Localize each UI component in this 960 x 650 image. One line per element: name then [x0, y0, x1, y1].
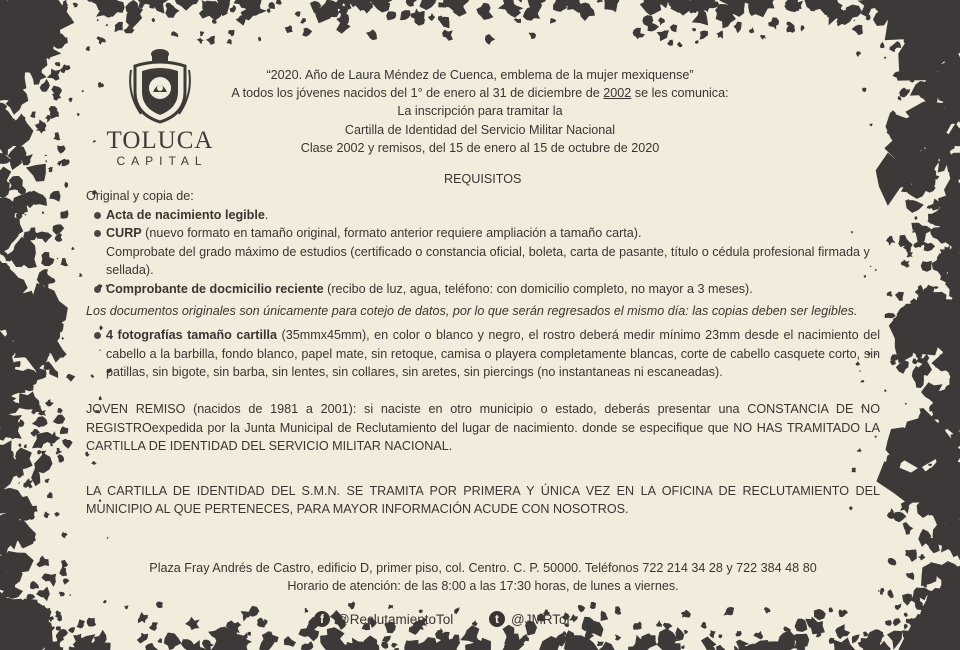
requirement-item	[86, 280, 880, 299]
header-line-2-text: A todos los jóvenes nacidos del 1° de enero al 31 de diciembre de	[231, 86, 604, 101]
header-line-4: Cartilla de Identidad del Servicio Militar Nacional	[344, 122, 616, 137]
requirement-bold: CURP	[106, 226, 142, 241]
originals-note: Los documentos originales son únicamente para cotejo de datos, por lo que serán regresados el mismo día: las copias deben ser legibles.	[86, 303, 858, 318]
requirement-extra: Comprobate del grado máximo de estudios (certificado o constancia oficial, boleta, carta de pasante, título o cédula profesional firmada y sellada).	[106, 244, 870, 278]
contact-info	[86, 559, 880, 596]
header-line-5: Clase 2002 y remisos, del 15 de enero al 15 de octubre de 2020	[300, 140, 660, 155]
facebook-icon: f	[314, 611, 330, 627]
requirement-item	[86, 206, 880, 225]
requirement-bold: Acta de nacimiento legible	[106, 207, 265, 222]
twitter-icon: t	[489, 611, 505, 627]
bullet-icon	[94, 212, 101, 219]
header-year: 2002	[603, 86, 632, 101]
announcement-header	[200, 66, 760, 157]
facebook-handle: @ReclutamientoTol	[336, 611, 454, 627]
twitter-handle: @JMRTol	[511, 611, 570, 627]
cartilla-note: LA CARTILLA DE IDENTIDAD DEL S.M.N. SE TRAMITA POR PRIMERA Y ÚNICA VEZ EN LA OFICINA DE RECLUTAMIENTO DEL MUNICIPIO AL QUE PERTENECES, PARA MAYOR INFORMACIÓN ACUDE CON NOSOTROS.	[86, 483, 880, 517]
remiso-paragraph: JOVEN REMISO (nacidos de 1981 a 2001): si naciste en otro municipio o estado, deberás presentar una CONSTANCIA DE NO REGISTROexpedida por la Junta Municipal de Reclutamiento del lugar de nacimiento. donde se especifique que NO HAS TRAMITADO LA CARTILLA DE IDENTIDAD DEL SERVICIO MILITAR NACIONAL.	[86, 401, 880, 454]
address: Plaza Fray Andrés de Castro, edificio D, primer piso, col. Centro. C. P. 50000. Teléfonos 722 214 34 28 y 722 384 48 80	[149, 561, 817, 575]
requirement-text: (35mmx45mm), en color o blanco y negro, el rostro deberá medir mínimo 23mm desde el nacimiento del cabello a la barbilla, fondo blanco, papel mate, sin retoque, camisa o playera completamente blancas, corte de cabello casquete corto, sin patillas, sin bigote, sin barba, sin lentes, sin collares, sin aretes, sin piercings (no instantaneas ni escaneadas).	[106, 328, 881, 380]
requirements-intro: Original y copia de:	[86, 189, 194, 203]
logo-subtitle: CAPITAL	[116, 154, 208, 168]
requirement-text: (recibo de luz, agua, teléfono: con domicilio completo, no mayor a 3 meses).	[323, 281, 753, 296]
header-line-3: La inscripción para tramitar la	[397, 104, 563, 119]
requirement-item	[86, 224, 880, 243]
bullet-icon	[94, 230, 101, 237]
header-line-2	[200, 84, 760, 102]
facebook-link[interactable]	[314, 611, 453, 627]
bullet-icon	[94, 286, 101, 293]
header-line-2-end: se les comunica:	[631, 86, 729, 101]
requirement-bold: 4 fotografías tamaño cartilla	[106, 328, 277, 343]
requirement-text: (nuevo formato en tamaño original, formato anterior requiere ampliación a tamaño carta).	[141, 226, 642, 241]
coat-of-arms-icon	[127, 44, 193, 124]
requirements-body	[86, 187, 880, 519]
twitter-link[interactable]	[489, 611, 569, 627]
bullet-icon	[94, 332, 101, 339]
header-line-1: “2020. Año de Laura Méndez de Cuenca, emblema de la mujer mexiquense”	[266, 68, 694, 82]
requirement-item	[86, 326, 880, 382]
requirement-text: .	[264, 207, 269, 222]
logo-name: TOLUCA	[106, 127, 214, 154]
office-hours: Horario de atención: de las 8:00 a las 17:30 horas, de lunes a viernes.	[287, 579, 679, 594]
requirement-bold: Comprobante de docmicilio reciente	[106, 281, 324, 296]
requirements-title: REQUISITOS	[444, 172, 522, 186]
